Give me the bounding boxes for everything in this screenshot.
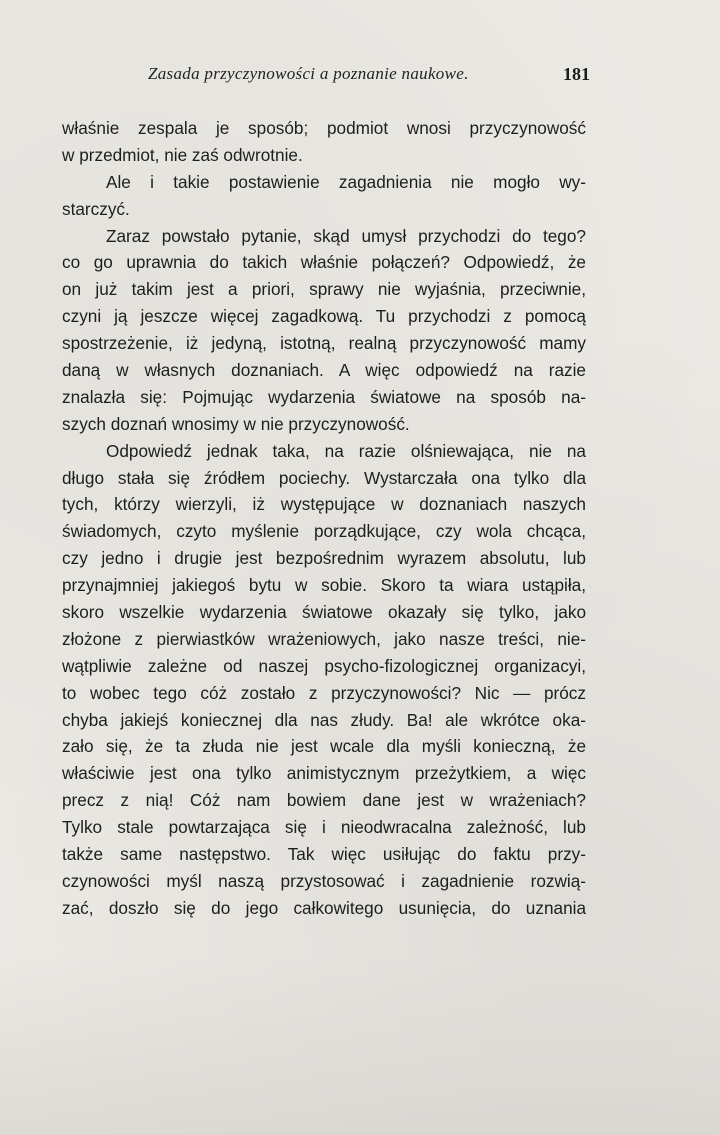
- text-line: precz z nią! Cóż nam bowiem dane jest w wrażeniach?: [62, 790, 586, 811]
- text-line: świadomych, czyto myślenie porządkujące, czy wola chcąca,: [62, 521, 586, 542]
- text-line: on już takim jest a priori, sprawy nie wyjaśnia, przeciwnie,: [62, 279, 586, 300]
- running-title: Zasada przyczynowości a poznanie naukowe.: [148, 64, 469, 83]
- text-line: skoro wszelkie wydarzenia światowe okazały się tylko, jako: [62, 602, 586, 623]
- text-line: chyba jakiejś koniecznej dla nas złudy. Ba! ale wkrótce oka-: [62, 709, 586, 730]
- text-line: w przedmiot, nie zaś odwrotnie.: [62, 144, 303, 165]
- text-line: przynajmniej jakiegoś bytu w sobie. Skoro ta wiara ustąpiła,: [62, 575, 586, 596]
- body-text: [62, 115, 586, 922]
- text-line: starczyć.: [62, 198, 130, 219]
- text-line: złożone z pierwiastków wrażeniowych, jako nasze treści, nie-: [62, 628, 586, 649]
- text-line: także same następstwo. Tak więc usiłując do faktu przy-: [62, 844, 586, 865]
- page-number: 181: [563, 64, 590, 84]
- text-line: długo stała się źródłem pociechy. Wystarczała ona tylko dla: [62, 467, 586, 488]
- text-line: właściwie jest ona tylko animistycznym przeżytkiem, a więc: [62, 763, 586, 784]
- text-line: zać, doszło się do jego całkowitego usunięcia, do uznania: [62, 897, 586, 918]
- page-header: [60, 64, 590, 88]
- text-line: Ale i takie postawienie zagadnienia nie mogło wy-: [106, 171, 586, 192]
- text-line: to wobec tego cóż zostało z przyczynowości? Nic — prócz: [62, 682, 586, 703]
- text-line: spostrzeżenie, iż jedyną, istotną, realną przyczynowość mamy: [62, 333, 586, 354]
- text-line: co go uprawnia do takich właśnie połączeń? Odpowiedź, że: [62, 252, 586, 273]
- text-line: Odpowiedź jednak taka, na razie olśniewająca, nie na: [106, 440, 586, 461]
- text-line: czynowości myśl naszą przystosować i zagadnienie rozwią-: [62, 870, 586, 891]
- text-line: daną w własnych doznaniach. A więc odpowiedź na razie: [62, 360, 586, 381]
- text-line: właśnie zespala je sposób; podmiot wnosi przyczynowość: [62, 118, 586, 138]
- text-line: Tylko stale powtarzająca się i nieodwracalna zależność, lub: [62, 817, 586, 838]
- text-line: czy jedno i drugie jest bezpośrednim wyrazem absolutu, lub: [62, 548, 586, 569]
- page-bottom-shading: [0, 955, 720, 1135]
- text-line: zało się, że ta złuda nie jest wcale dla myśli konieczną, że: [62, 736, 586, 757]
- text-line: szych doznań wnosimy w nie przyczynowość.: [62, 413, 410, 434]
- text-line: wątpliwie zależne od naszej psycho-fizologicznej organizacyi,: [62, 655, 586, 676]
- text-line: tych, którzy wierzyli, iż występujące w doznaniach naszych: [62, 494, 586, 515]
- text-line: znalazła się: Pojmując wydarzenia światowe na sposób na-: [62, 386, 586, 407]
- text-line: Zaraz powstało pytanie, skąd umysł przychodzi do tego?: [106, 225, 586, 246]
- text-line: czyni ją jeszcze więcej zagadkową. Tu przychodzi z pomocą: [62, 306, 586, 327]
